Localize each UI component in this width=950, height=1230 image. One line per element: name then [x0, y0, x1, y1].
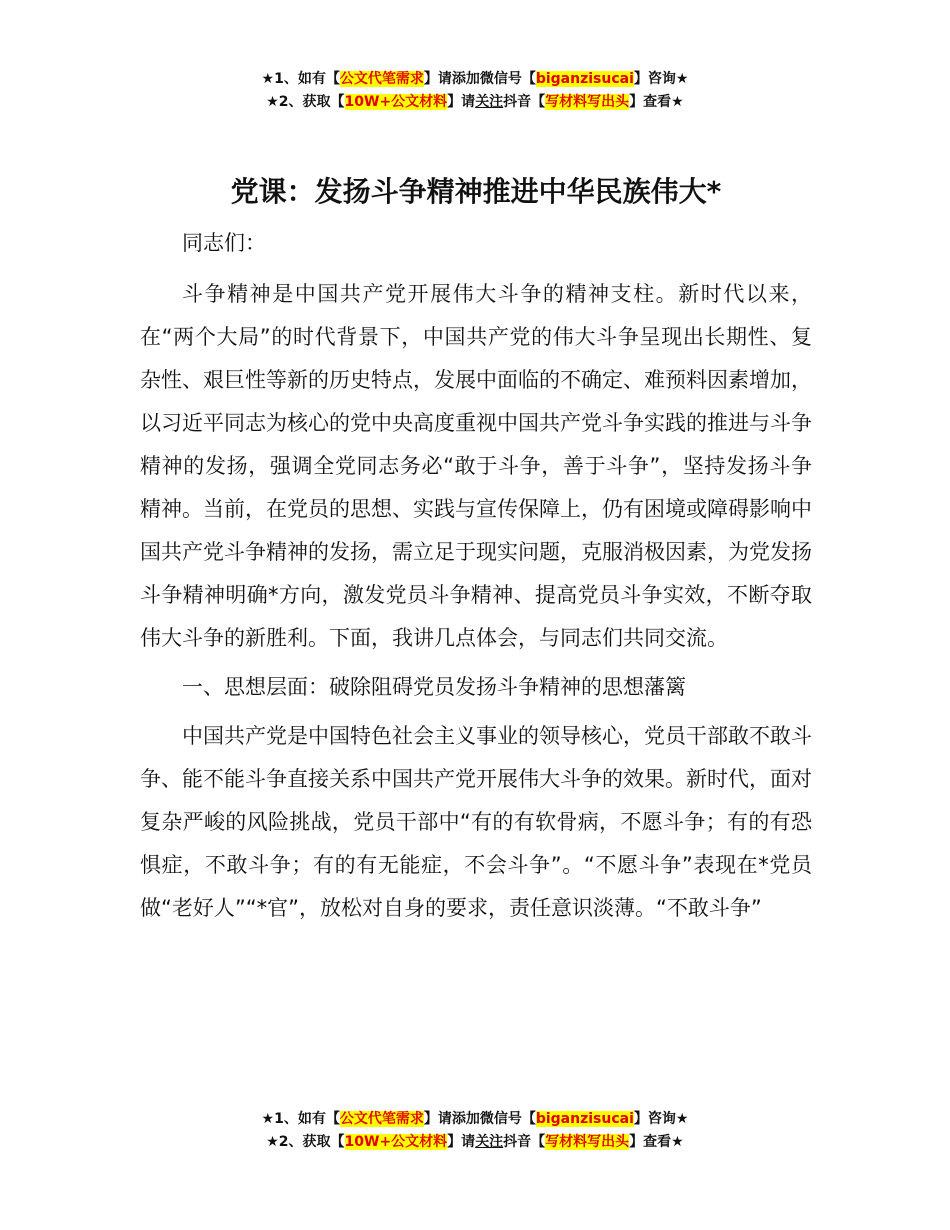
paragraph-2: 中国共产党是中国特色社会主义事业的领导核心，党员干部敢不敢斗争、能不能斗争直接关系中国共产党开展伟大斗争的效果。新时代，面对复杂严峻的风险挑战，党员干部中“有的有软骨病，不愿斗争；有的有恐惧症，不敢斗争；有的有无能症，不会斗争”。“不愿斗争”表现在*党员做“老好人”“*官”，放松对自身的要求，责任意识淡薄。“不敢斗争”: [140, 724, 812, 920]
banner-underline: 关注: [475, 1134, 504, 1150]
banner-text: 】查看★: [629, 94, 684, 110]
banner-text: 抖音【: [503, 1134, 546, 1150]
footer-banner: [0, 1108, 950, 1154]
banner-highlight: biganzisucai: [535, 1111, 634, 1127]
banner-highlight: biganzisucai: [535, 71, 634, 87]
banner-underline: 关注: [475, 94, 504, 110]
banner-text: 】请: [447, 94, 476, 110]
document-body: [140, 160, 812, 930]
banner-line-1: [0, 1108, 950, 1131]
banner-text: 】咨询★: [633, 1111, 689, 1127]
banner-line-2: [0, 1131, 950, 1154]
section-heading-1: 一、思想层面：破除阻碍党员发扬斗争精神的思想藩篱: [182, 675, 686, 699]
banner-text: 】查看★: [629, 1134, 684, 1150]
banner-text: ★2、获取【: [266, 1134, 345, 1150]
banner-highlight: 写材料写出头: [545, 1134, 630, 1150]
banner-text: ★2、获取【: [266, 94, 345, 110]
banner-highlight: 写材料写出头: [545, 94, 630, 110]
paragraph-1: 斗争精神是中国共产党开展伟大斗争的精神支柱。新时代以来，在“两个大局”的时代背景下，中国共产党的伟大斗争呈现出长期性、复杂性、艰巨性等新的历史特点，发展中面临的不确定、难预料因素增加，以习近平同志为核心的党中央高度重视中国共产党斗争实践的推进与斗争精神的发扬，强调全党同志务必“敢于斗争，善于斗争”，坚持发扬斗争精神。当前，在党员的思想、实践与宣传保障上，仍有困境或障碍影响中国共产党斗争精神的发扬，需立足于现实问题，克服消极因素，为党发扬斗争精神明确*方向，激发党员斗争精神、提高党员斗争实效，不断夺取伟大斗争的新胜利。下面，我讲几点体会，与同志们共同交流。: [140, 282, 812, 650]
banner-text: 抖音【: [503, 94, 546, 110]
salutation: 同志们：: [182, 231, 266, 255]
banner-line-2: [0, 91, 950, 114]
banner-highlight: 公文代笔需求: [339, 71, 424, 87]
banner-text: ★1、如有【: [261, 71, 340, 87]
banner-highlight: 10W+公文材料: [344, 94, 448, 110]
banner-text: 】请添加微信号【: [423, 1111, 536, 1127]
banner-text: 】请添加微信号【: [423, 71, 536, 87]
banner-text: 】请: [447, 1134, 476, 1150]
header-banner: [0, 68, 950, 114]
page-title: 党课：发扬斗争精神推进中华民族伟大*: [230, 175, 722, 208]
banner-text: 】咨询★: [633, 71, 689, 87]
banner-text: ★1、如有【: [261, 1111, 340, 1127]
banner-highlight: 10W+公文材料: [344, 1134, 448, 1150]
banner-highlight: 公文代笔需求: [339, 1111, 424, 1127]
banner-line-1: [0, 68, 950, 91]
